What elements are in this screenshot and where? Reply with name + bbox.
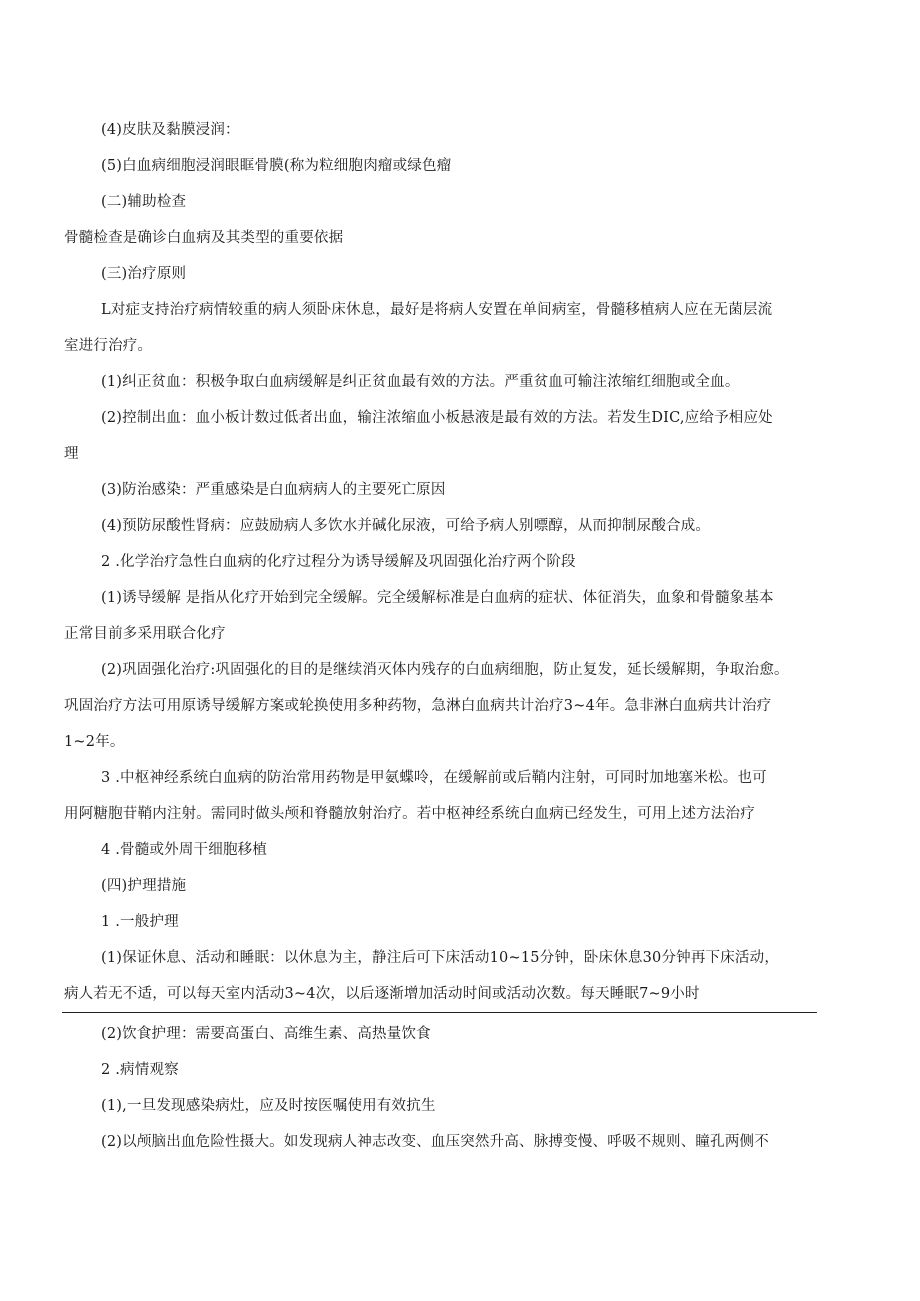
text-line: 用阿糖胞苷鞘内注射。需同时做头颅和脊髓放射治疗。若中枢神经系统白血病已经发生，可用上述方法治疗 [64, 806, 755, 822]
text-line: (2)以颅脑出血危险性摄大。如发现病人神志改变、血压突然升高、脉搏变慢、呼吸不规则、瞳孔两侧不 [101, 1134, 769, 1150]
text-line: 理 [64, 446, 79, 462]
text-line: (1)诱导缓解 是指从化疗开始到完全缓解。完全缓解标准是白血病的症状、体征消失，血象和骨髓象基本 [101, 590, 774, 606]
section-heading: (四)护理措施 [101, 878, 187, 894]
text-line: 骨髓检查是确诊白血病及其类型的重要依据 [64, 230, 344, 246]
section-heading: (三)治疗原则 [101, 266, 187, 282]
text-line: 2 .化学治疗急性白血病的化疗过程分为诱导缓解及巩固强化治疗两个阶段 [101, 554, 576, 570]
text-line: 病人若无不适，可以每天室内活动3~4次，以后逐渐增加活动时间或活动次数。每天睡眠7~9小时 [64, 986, 700, 1002]
text-line: (1),一旦发现感染病灶，应及时按医嘱使用有效抗生 [101, 1098, 436, 1114]
text-line: (2)控制出血：血小板计数过低者出血，输注浓缩血小板悬液是最有效的方法。若发生DIC,应给予相应处 [101, 410, 773, 426]
text-line: (2)饮食护理：需要高蛋白、高维生素、高热量饮食 [101, 1026, 431, 1042]
text-line: (1)纠正贫血：积极争取白血病缓解是纠正贫血最有效的方法。严重贫血可输注浓缩红细胞或全血。 [101, 374, 740, 390]
text-line: 巩固治疗方法可用原诱导缓解方案或轮换使用多种药物，急淋白血病共计治疗3~4年。急非淋白血病共计治疗 [64, 698, 772, 714]
text-line: 3 .中枢神经系统白血病的防治常用药物是甲氨蝶呤，在缓解前或后鞘内注射，可同时加地塞米松。也可 [101, 770, 767, 786]
text-line: L对症支持治疗病情较重的病人须卧床休息，最好是将病人安置在单间病室，骨髓移植病人应在无菌层流 [101, 302, 773, 318]
text-line: (1)保证休息、活动和睡眠：以休息为主，静注后可下床活动10~15分钟，卧床休息30分钟再下床活动， [101, 950, 780, 966]
text-line: 正常目前多采用联合化疗 [64, 626, 226, 642]
text-line: 1~2年。 [64, 734, 125, 750]
text-line: (2)巩固强化治疗:巩固强化的目的是继续消灭体内残存的白血病细胞，防止复发，延长缓解期，争取治愈。 [101, 662, 789, 678]
horizontal-rule [62, 1012, 817, 1013]
text-line: 4 .骨髓或外周干细胞移植 [101, 842, 268, 858]
text-line: (4)预防尿酸性肾病：应鼓励病人多饮水并碱化尿液，可给予病人别嘌醇，从而抑制尿酸合成。 [101, 518, 711, 534]
text-line: 室进行治疗。 [64, 338, 153, 354]
text-line: (4)皮肤及黏膜浸润： [101, 122, 240, 138]
text-line: (3)防治感染：严重感染是白血病病人的主要死亡原因 [101, 482, 446, 498]
section-heading: (二)辅助检查 [101, 194, 187, 210]
text-line: (5)白血病细胞浸润眼眶骨膜(称为粒细胞肉瘤或绿色瘤 [101, 158, 452, 174]
text-line: 1 .一般护理 [101, 914, 179, 930]
text-line: 2 .病情观察 [101, 1062, 179, 1078]
